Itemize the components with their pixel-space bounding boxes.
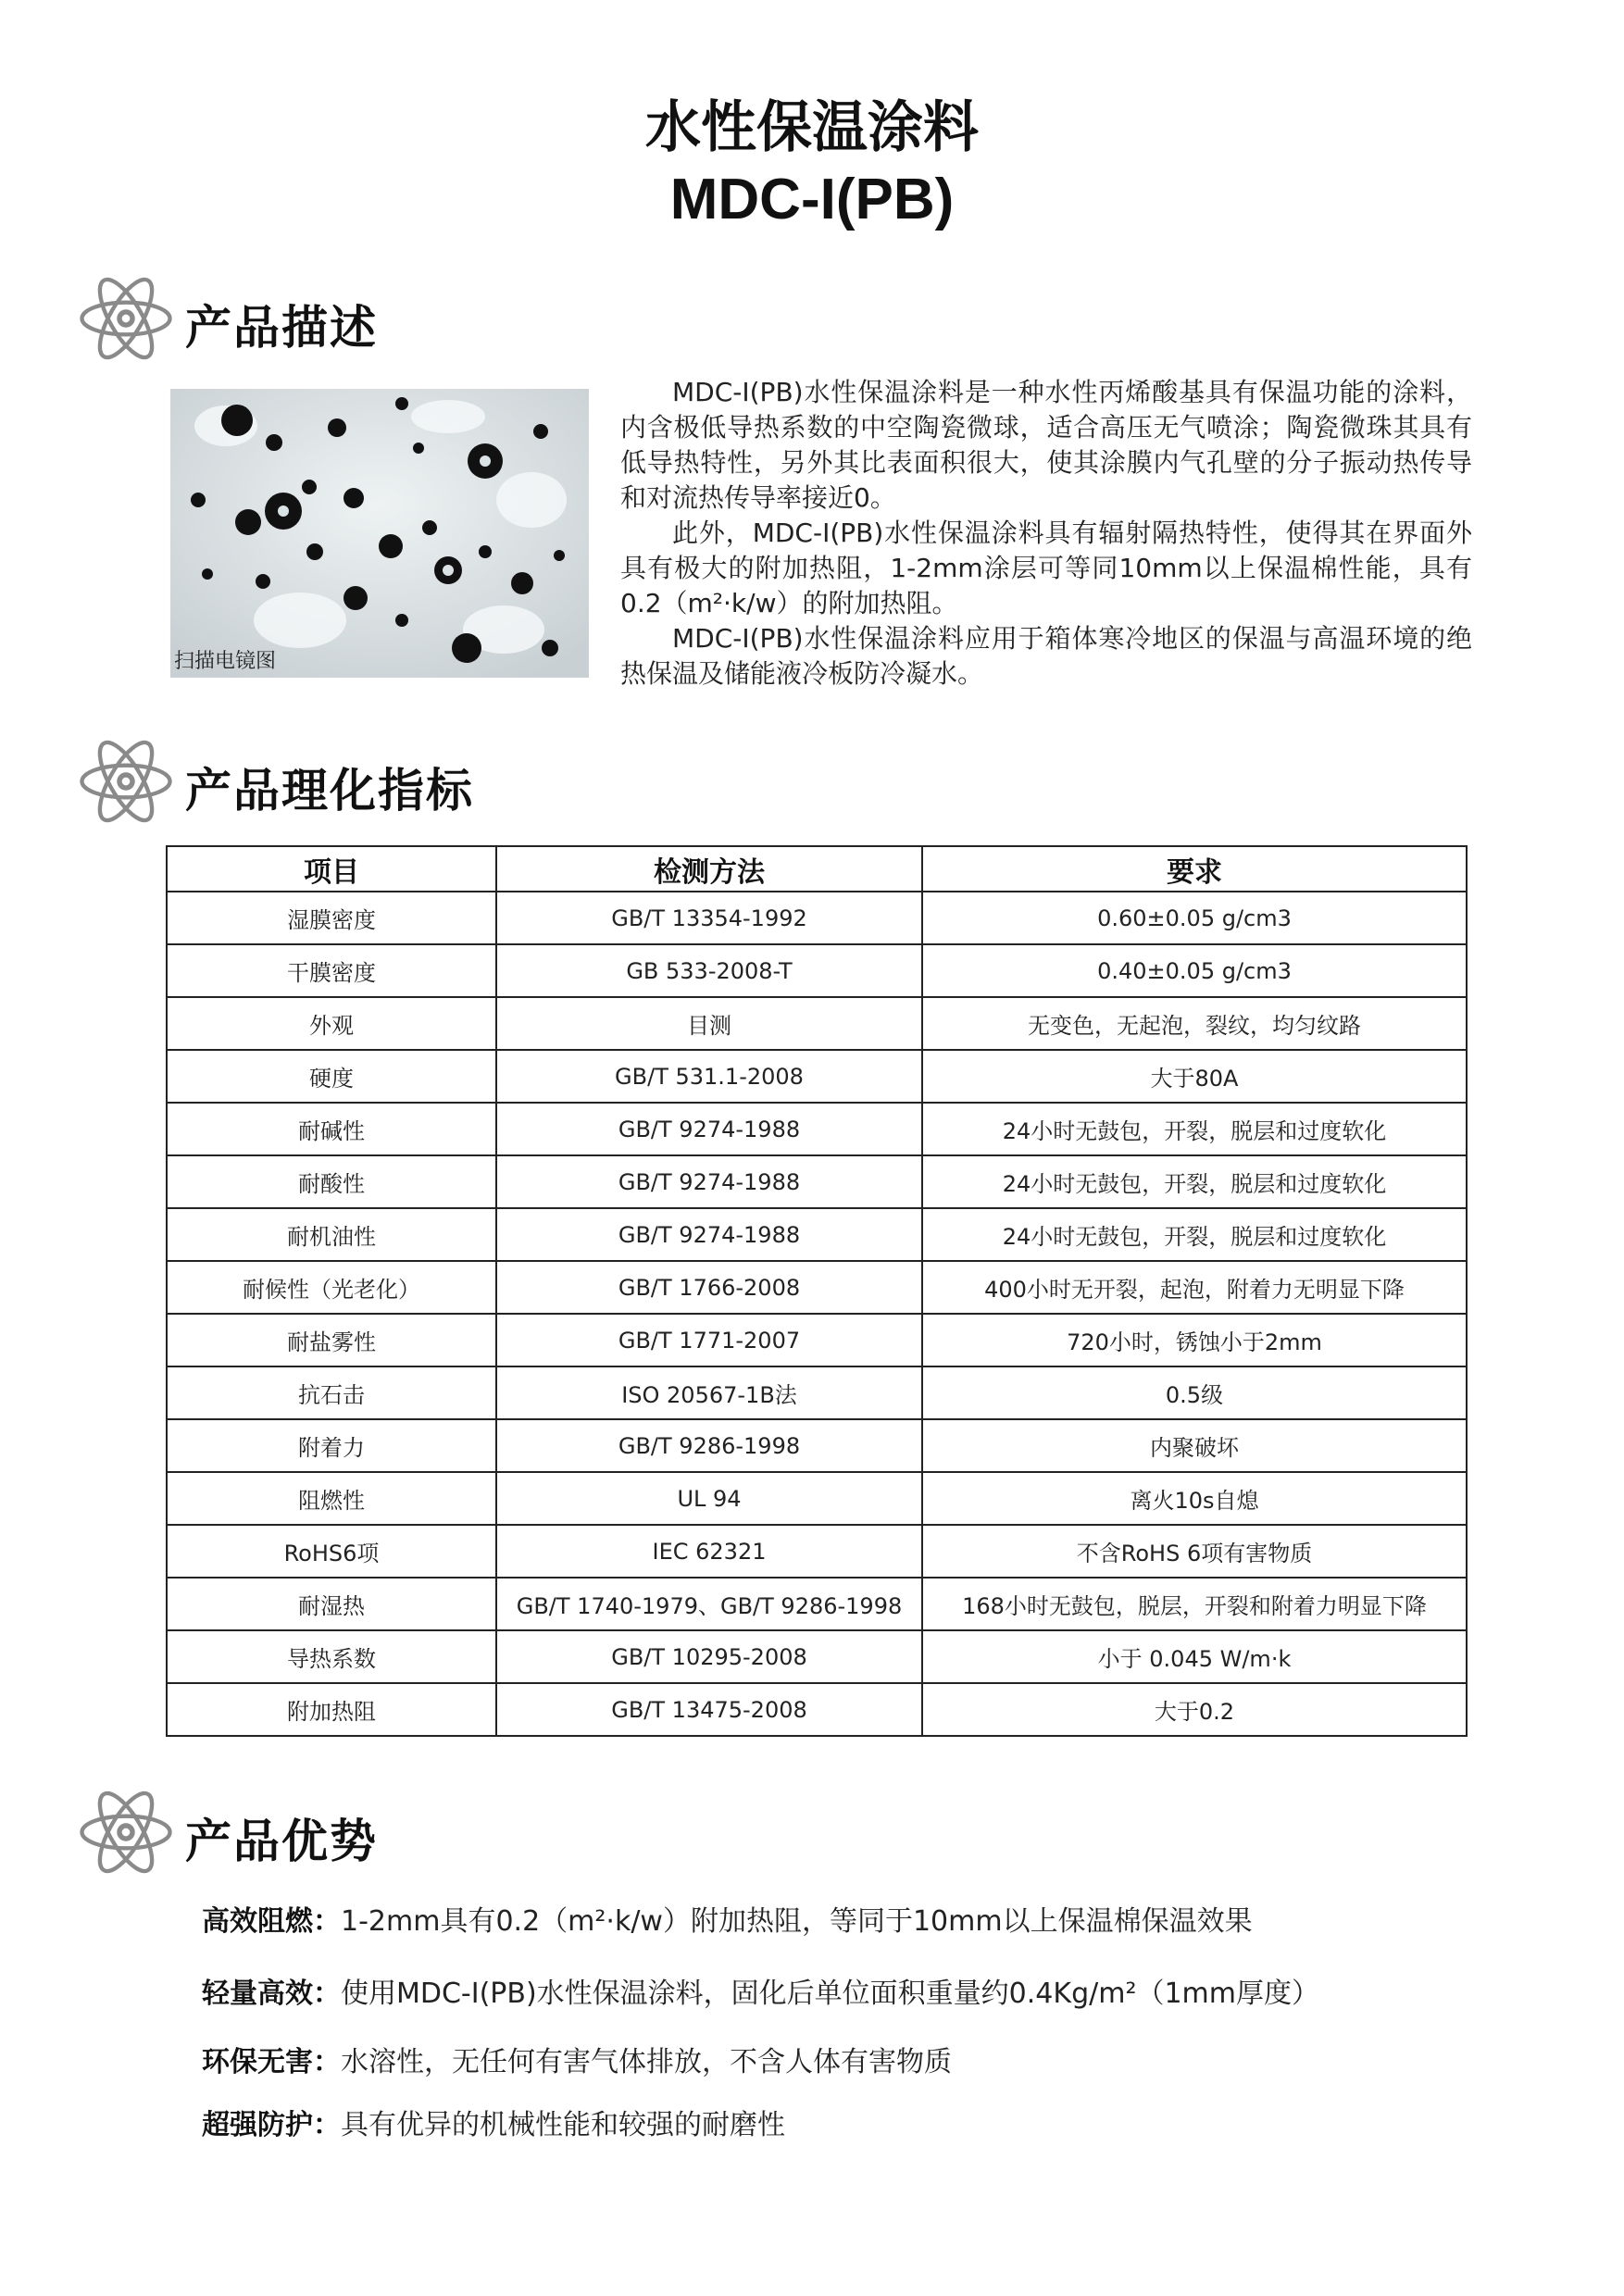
- table-row: [167, 1525, 1467, 1578]
- section-header-advantages: [76, 1782, 724, 1893]
- table-cell: UL 94: [496, 1472, 922, 1525]
- table-cell: 耐酸性: [167, 1155, 496, 1208]
- table-row: [167, 1261, 1467, 1314]
- table-cell: 无变色，无起泡，裂纹，均匀纹路: [922, 997, 1467, 1050]
- advantage-key: 环保无害：: [202, 2046, 341, 2078]
- table-row: [167, 1630, 1467, 1683]
- table-row: [167, 1314, 1467, 1366]
- table-cell: 抗石击: [167, 1366, 496, 1419]
- table-cell: 耐盐雾性: [167, 1314, 496, 1366]
- advantage-text: 水溶性，无任何有害气体排放，不含人体有害物质: [341, 2046, 952, 2078]
- table-cell: 外观: [167, 997, 496, 1050]
- advantage-item: [202, 2039, 952, 2079]
- table-cell: GB/T 1771-2007: [496, 1314, 922, 1366]
- description-paragraph: MDC-I(PB)水性保温涂料是一种水性丙烯酸基具有保温功能的涂料，内含极低导热系数的中空陶瓷微球，适合高压无气喷涂；陶瓷微珠其具有低导热特性，另外其比表面积很大，使其涂膜内气孔壁的分子振动热传导和对流热传导率接近0。: [620, 377, 1472, 513]
- table-row: [167, 1472, 1467, 1525]
- table-cell: 阻燃性: [167, 1472, 496, 1525]
- table-cell: GB/T 9274-1988: [496, 1208, 922, 1261]
- table-cell: 耐机油性: [167, 1208, 496, 1261]
- table-cell: 小于 0.045 W/m·k: [922, 1630, 1467, 1683]
- table-cell: GB/T 1766-2008: [496, 1261, 922, 1314]
- atom-icon: [76, 1782, 176, 1882]
- table-cell: 24小时无鼓包，开裂，脱层和过度软化: [922, 1103, 1467, 1155]
- table-header-row: [167, 846, 1467, 892]
- table-row: [167, 1050, 1467, 1103]
- table-cell: 耐候性（光老化）: [167, 1261, 496, 1314]
- description-paragraph: MDC-I(PB)水性保温涂料应用于箱体寒冷地区的保温与高温环境的绝热保温及储能液冷板防冷凝水。: [620, 623, 1472, 689]
- table-cell: 0.60±0.05 g/cm3: [922, 892, 1467, 944]
- section-heading: 产品理化指标: [185, 764, 474, 817]
- table-cell: 耐湿热: [167, 1578, 496, 1630]
- table-cell: 离火10s自熄: [922, 1472, 1467, 1525]
- table-cell: 400小时无开裂，起泡，附着力无明显下降: [922, 1261, 1467, 1314]
- table-cell: 168小时无鼓包，脱层，开裂和附着力明显下降: [922, 1578, 1467, 1630]
- table-cell: 目测: [496, 997, 922, 1050]
- table-cell: 湿膜密度: [167, 892, 496, 944]
- table-row: [167, 892, 1467, 944]
- description-paragraph: 此外，MDC-I(PB)水性保温涂料具有辐射隔热特性，使得其在界面外具有极大的附加热阻，1-2mm涂层可等同10mm以上保温棉性能，具有0.2（m²·k/w）的附加热阻。: [620, 518, 1472, 618]
- advantage-item: [202, 1898, 1253, 1939]
- table-cell: GB/T 13475-2008: [496, 1683, 922, 1736]
- column-header: 项目: [167, 846, 496, 892]
- table-cell: 导热系数: [167, 1630, 496, 1683]
- table-cell: 附加热阻: [167, 1683, 496, 1736]
- advantage-key: 高效阻燃：: [202, 1905, 341, 1938]
- table-row: [167, 1208, 1467, 1261]
- table-cell: 大于80A: [922, 1050, 1467, 1103]
- table-cell: GB/T 13354-1992: [496, 892, 922, 944]
- table-row: [167, 997, 1467, 1050]
- table-cell: GB/T 9274-1988: [496, 1155, 922, 1208]
- advantage-text: 1-2mm具有0.2（m²·k/w）附加热阻，等同于10mm以上保温棉保温效果: [341, 1905, 1253, 1938]
- table-cell: GB/T 1740-1979、GB/T 9286-1998: [496, 1578, 922, 1630]
- table-cell: GB 533-2008-T: [496, 944, 922, 997]
- table-cell: 720小时，锈蚀小于2mm: [922, 1314, 1467, 1366]
- table-cell: GB/T 10295-2008: [496, 1630, 922, 1683]
- micrograph-caption: 扫描电镜图: [174, 650, 277, 673]
- table-cell: 24小时无鼓包，开裂，脱层和过度软化: [922, 1208, 1467, 1261]
- table-cell: GB/T 531.1-2008: [496, 1050, 922, 1103]
- section-header-specs: [76, 731, 724, 842]
- table-cell: 大于0.2: [922, 1683, 1467, 1736]
- advantage-key: 超强防护：: [202, 2109, 341, 2141]
- table-cell: IEC 62321: [496, 1525, 922, 1578]
- advantage-text: 具有优异的机械性能和较强的耐磨性: [341, 2109, 785, 2141]
- atom-icon: [76, 268, 176, 368]
- table-cell: 不含RoHS 6项有害物质: [922, 1525, 1467, 1578]
- table-cell: RoHS6项: [167, 1525, 496, 1578]
- table-row: [167, 1419, 1467, 1472]
- table-cell: 耐碱性: [167, 1103, 496, 1155]
- table-cell: 24小时无鼓包，开裂，脱层和过度软化: [922, 1155, 1467, 1208]
- table-row: [167, 1683, 1467, 1736]
- advantage-text: 使用MDC-I(PB)水性保温涂料，固化后单位面积重量约0.4Kg/m²（1mm厚度）: [341, 1978, 1320, 2010]
- advantage-item: [202, 2102, 785, 2142]
- table-row: [167, 1155, 1467, 1208]
- table-row: [167, 1103, 1467, 1155]
- atom-icon: [76, 731, 176, 831]
- table-cell: 附着力: [167, 1419, 496, 1472]
- advantage-item: [202, 1970, 1319, 2011]
- table-row: [167, 1366, 1467, 1419]
- sem-micrograph-image: [170, 389, 589, 678]
- table-row: [167, 1578, 1467, 1630]
- page-title: 水性保温涂料: [645, 95, 979, 160]
- table-cell: 0.40±0.05 g/cm3: [922, 944, 1467, 997]
- table-row: [167, 944, 1467, 997]
- table-cell: 0.5级: [922, 1366, 1467, 1419]
- spec-table: [166, 845, 1468, 1737]
- table-cell: 干膜密度: [167, 944, 496, 997]
- product-model: MDC-I(PB): [669, 168, 955, 231]
- advantage-key: 轻量高效：: [202, 1978, 341, 2010]
- product-description: [620, 375, 1472, 692]
- table-cell: GB/T 9286-1998: [496, 1419, 922, 1472]
- column-header: 要求: [922, 846, 1467, 892]
- table-cell: GB/T 9274-1988: [496, 1103, 922, 1155]
- section-heading: 产品描述: [185, 301, 378, 355]
- table-cell: ISO 20567-1B法: [496, 1366, 922, 1419]
- table-cell: 内聚破坏: [922, 1419, 1467, 1472]
- section-heading: 产品优势: [185, 1815, 378, 1868]
- table-cell: 硬度: [167, 1050, 496, 1103]
- section-header-description: [76, 268, 724, 380]
- column-header: 检测方法: [496, 846, 922, 892]
